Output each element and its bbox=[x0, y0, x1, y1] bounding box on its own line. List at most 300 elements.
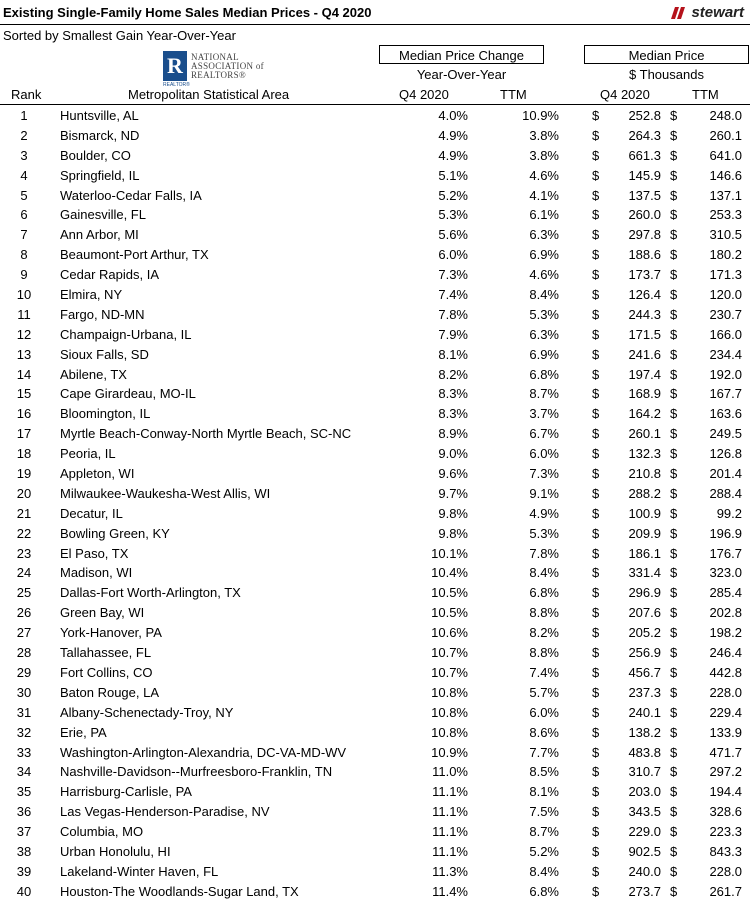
currency-symbol: $ bbox=[592, 386, 600, 402]
currency-symbol: $ bbox=[670, 346, 678, 362]
change-ttm-cell: 8.1% bbox=[529, 784, 559, 800]
currency-symbol: $ bbox=[592, 127, 600, 143]
rank-cell: 4 bbox=[20, 167, 28, 183]
rank-cell: 16 bbox=[16, 406, 32, 422]
table-row bbox=[0, 822, 750, 842]
msa-cell: Washington-Arlington-Alexandria, DC-VA-MD-WV bbox=[60, 744, 347, 760]
change-ttm-cell: 6.3% bbox=[529, 227, 559, 243]
currency-symbol: $ bbox=[670, 187, 678, 203]
msa-cell: Columbia, MO bbox=[60, 824, 144, 840]
change-q4-cell: 6.0% bbox=[438, 247, 468, 263]
change-ttm-cell: 6.3% bbox=[529, 326, 559, 342]
table-row bbox=[0, 683, 750, 703]
currency-symbol: $ bbox=[592, 466, 600, 482]
change-q4-cell: 5.6% bbox=[438, 227, 468, 243]
msa-cell: El Paso, TX bbox=[60, 545, 129, 561]
change-q4-cell: 10.5% bbox=[431, 585, 468, 601]
change-ttm-cell: 6.8% bbox=[529, 366, 559, 382]
change-ttm-cell: 10.9% bbox=[522, 108, 559, 123]
msa-cell: Peoria, IL bbox=[60, 446, 116, 462]
currency-symbol: $ bbox=[592, 585, 600, 601]
change-q4-cell: 10.1% bbox=[431, 545, 468, 561]
currency-symbol: $ bbox=[670, 645, 678, 661]
price-q4-cell: 132.3 bbox=[628, 446, 661, 462]
currency-symbol: $ bbox=[670, 227, 678, 243]
currency-symbol: $ bbox=[670, 804, 678, 820]
table-row bbox=[0, 345, 750, 365]
msa-cell: Huntsville, AL bbox=[60, 108, 139, 123]
price-q4-cell: 126.4 bbox=[628, 287, 661, 303]
rank-cell: 8 bbox=[20, 247, 28, 263]
currency-symbol: $ bbox=[670, 326, 678, 342]
currency-symbol: $ bbox=[670, 406, 678, 422]
currency-symbol: $ bbox=[592, 505, 600, 521]
change-ttm-cell: 5.2% bbox=[529, 843, 559, 859]
rank-cell: 1 bbox=[20, 108, 28, 123]
price-q4-cell: 229.0 bbox=[628, 824, 661, 840]
rank-cell: 21 bbox=[16, 505, 32, 521]
price-ttm-cell: 196.9 bbox=[709, 525, 742, 541]
price-ttm-cell: 285.4 bbox=[709, 585, 742, 601]
msa-cell: Myrtle Beach-Conway-North Myrtle Beach, SC-NC bbox=[60, 426, 352, 442]
msa-cell: Cedar Rapids, IA bbox=[60, 267, 159, 283]
price-q4-cell: 256.9 bbox=[628, 645, 661, 661]
rank-cell: 18 bbox=[16, 446, 32, 462]
change-q4-cell: 9.6% bbox=[438, 466, 468, 482]
rank-cell: 6 bbox=[20, 207, 28, 223]
price-ttm-cell: 137.1 bbox=[709, 187, 742, 203]
price-q4-cell: 244.3 bbox=[628, 306, 661, 322]
price-q4-cell: 207.6 bbox=[628, 605, 661, 621]
price-ttm-cell: 166.0 bbox=[709, 326, 742, 342]
msa-cell: Erie, PA bbox=[60, 724, 107, 740]
price-ttm-cell: 641.0 bbox=[709, 147, 742, 163]
rank-cell: 17 bbox=[16, 426, 32, 442]
table-row bbox=[0, 106, 750, 126]
change-ttm-cell: 4.1% bbox=[529, 187, 559, 203]
change-q4-cell: 7.9% bbox=[438, 326, 468, 342]
price-ttm-cell: 146.6 bbox=[709, 167, 742, 183]
change-ttm-cell: 9.1% bbox=[529, 485, 559, 501]
rank-cell: 15 bbox=[16, 386, 32, 402]
change-ttm-cell: 7.5% bbox=[529, 804, 559, 820]
table-row bbox=[0, 504, 750, 524]
currency-symbol: $ bbox=[592, 784, 600, 800]
change-q4-cell: 10.7% bbox=[431, 645, 468, 661]
table-row bbox=[0, 205, 750, 225]
msa-cell: Urban Honolulu, HI bbox=[60, 843, 171, 859]
rank-cell: 30 bbox=[16, 684, 32, 700]
msa-cell: Waterloo-Cedar Falls, IA bbox=[60, 187, 202, 203]
median-price-group-title: Median Price bbox=[584, 45, 749, 64]
rank-cell: 13 bbox=[16, 346, 32, 362]
currency-symbol: $ bbox=[592, 346, 600, 362]
price-q4-cell: 205.2 bbox=[628, 625, 661, 641]
currency-symbol: $ bbox=[670, 664, 678, 680]
table-row bbox=[0, 424, 750, 444]
currency-symbol: $ bbox=[592, 664, 600, 680]
change-ttm-cell: 8.8% bbox=[529, 605, 559, 621]
currency-symbol: $ bbox=[670, 485, 678, 501]
change-ttm-cell: 8.2% bbox=[529, 625, 559, 641]
currency-symbol: $ bbox=[592, 167, 600, 183]
change-ttm-cell: 8.4% bbox=[529, 565, 559, 581]
rank-cell: 35 bbox=[16, 784, 32, 800]
rank-cell: 27 bbox=[16, 625, 32, 641]
rank-cell: 33 bbox=[16, 744, 32, 760]
price-q4-cell: 138.2 bbox=[628, 724, 661, 740]
price-ttm-cell: 120.0 bbox=[709, 287, 742, 303]
price-ttm-cell: 328.6 bbox=[709, 804, 742, 820]
table-row bbox=[0, 325, 750, 345]
price-q4-cell: 456.7 bbox=[628, 664, 661, 680]
currency-symbol: $ bbox=[670, 605, 678, 621]
table-row bbox=[0, 365, 750, 385]
change-q4-cell: 9.8% bbox=[438, 525, 468, 541]
table-row bbox=[0, 166, 750, 186]
change-ttm-cell: 6.0% bbox=[529, 704, 559, 720]
msa-cell: Ann Arbor, MI bbox=[60, 227, 139, 243]
table-row bbox=[0, 762, 750, 782]
price-q4-cell: 137.5 bbox=[628, 187, 661, 203]
rank-cell: 10 bbox=[16, 287, 32, 303]
price-change-group-subtitle: Year-Over-Year bbox=[416, 67, 507, 82]
rank-cell: 28 bbox=[16, 645, 32, 661]
price-change-group-title: Median Price Change bbox=[379, 45, 544, 64]
msa-cell: Boulder, CO bbox=[60, 147, 131, 163]
rank-cell: 22 bbox=[16, 525, 32, 541]
table-row bbox=[0, 146, 750, 166]
change-ttm-cell: 7.3% bbox=[529, 466, 559, 482]
change-ttm-cell: 4.6% bbox=[529, 167, 559, 183]
rank-cell: 36 bbox=[16, 804, 32, 820]
msa-cell: York-Hanover, PA bbox=[60, 625, 162, 641]
header-msa: Metropolitan Statistical Area bbox=[128, 87, 290, 102]
price-q4-cell: 264.3 bbox=[628, 127, 661, 143]
currency-symbol: $ bbox=[670, 883, 678, 899]
price-q4-cell: 661.3 bbox=[628, 147, 661, 163]
header-change-q4: Q4 2020 bbox=[399, 87, 449, 102]
change-q4-cell: 10.8% bbox=[431, 704, 468, 720]
price-ttm-cell: 228.0 bbox=[709, 863, 742, 879]
price-ttm-cell: 297.2 bbox=[709, 764, 742, 780]
msa-cell: Abilene, TX bbox=[60, 366, 127, 382]
currency-symbol: $ bbox=[592, 446, 600, 462]
price-q4-cell: 197.4 bbox=[628, 366, 661, 382]
currency-symbol: $ bbox=[592, 545, 600, 561]
table-row bbox=[0, 464, 750, 484]
table-body bbox=[0, 106, 750, 902]
price-q4-cell: 171.5 bbox=[628, 326, 661, 342]
change-q4-cell: 11.0% bbox=[432, 764, 468, 780]
rank-cell: 24 bbox=[16, 565, 32, 581]
change-ttm-cell: 6.8% bbox=[529, 883, 559, 899]
price-q4-cell: 260.0 bbox=[628, 207, 661, 223]
currency-symbol: $ bbox=[592, 565, 600, 581]
currency-symbol: $ bbox=[670, 127, 678, 143]
currency-symbol: $ bbox=[670, 466, 678, 482]
currency-symbol: $ bbox=[670, 287, 678, 303]
msa-cell: Madison, WI bbox=[60, 565, 133, 581]
change-q4-cell: 8.3% bbox=[438, 406, 468, 422]
msa-cell: Dallas-Fort Worth-Arlington, TX bbox=[60, 585, 241, 601]
nar-logo bbox=[163, 51, 264, 88]
realtor-r-icon bbox=[163, 51, 190, 88]
change-q4-cell: 8.1% bbox=[438, 346, 468, 362]
price-q4-cell: 331.4 bbox=[628, 565, 661, 581]
table-row bbox=[0, 663, 750, 683]
stewart-mark-icon bbox=[671, 7, 689, 19]
change-q4-cell: 5.2% bbox=[438, 187, 468, 203]
change-q4-cell: 9.0% bbox=[438, 446, 468, 462]
price-ttm-cell: 198.2 bbox=[709, 625, 742, 641]
change-q4-cell: 7.4% bbox=[438, 287, 468, 303]
nar-wordmark: NATIONAL ASSOCIATION of REALTORS® bbox=[191, 51, 264, 80]
price-q4-cell: 240.1 bbox=[628, 704, 661, 720]
currency-symbol: $ bbox=[670, 625, 678, 641]
price-ttm-cell: 133.9 bbox=[709, 724, 742, 740]
change-q4-cell: 10.6% bbox=[431, 625, 468, 641]
change-q4-cell: 8.2% bbox=[438, 366, 468, 382]
table-row bbox=[0, 484, 750, 504]
table-row bbox=[0, 524, 750, 544]
change-q4-cell: 11.4% bbox=[432, 883, 468, 899]
price-ttm-cell: 126.8 bbox=[709, 446, 742, 462]
rank-cell: 3 bbox=[20, 147, 28, 163]
currency-symbol: $ bbox=[670, 147, 678, 163]
table-row bbox=[0, 245, 750, 265]
currency-symbol: $ bbox=[670, 267, 678, 283]
price-ttm-cell: 323.0 bbox=[709, 565, 742, 581]
price-q4-cell: 296.9 bbox=[628, 585, 661, 601]
currency-symbol: $ bbox=[670, 306, 678, 322]
currency-symbol: $ bbox=[592, 267, 600, 283]
change-ttm-cell: 4.6% bbox=[529, 267, 559, 283]
change-ttm-cell: 8.8% bbox=[529, 645, 559, 661]
currency-symbol: $ bbox=[670, 764, 678, 780]
price-ttm-cell: 253.3 bbox=[709, 207, 742, 223]
currency-symbol: $ bbox=[670, 545, 678, 561]
currency-symbol: $ bbox=[592, 306, 600, 322]
currency-symbol: $ bbox=[592, 247, 600, 263]
change-q4-cell: 11.1% bbox=[432, 804, 468, 820]
currency-symbol: $ bbox=[670, 744, 678, 760]
change-ttm-cell: 6.8% bbox=[529, 585, 559, 601]
page-subtitle: Sorted by Smallest Gain Year-Over-Year bbox=[3, 28, 236, 43]
title-rule bbox=[0, 24, 750, 25]
currency-symbol: $ bbox=[592, 704, 600, 720]
price-ttm-cell: 201.4 bbox=[709, 466, 742, 482]
price-ttm-cell: 171.3 bbox=[709, 267, 742, 283]
currency-symbol: $ bbox=[670, 704, 678, 720]
currency-symbol: $ bbox=[670, 108, 678, 123]
price-q4-cell: 260.1 bbox=[628, 426, 661, 442]
currency-symbol: $ bbox=[670, 505, 678, 521]
change-ttm-cell: 6.0% bbox=[529, 446, 559, 462]
page-title: Existing Single-Family Home Sales Median Prices - Q4 2020 bbox=[3, 5, 372, 20]
price-q4-cell: 237.3 bbox=[628, 684, 661, 700]
price-ttm-cell: 223.3 bbox=[709, 824, 742, 840]
header-rule bbox=[0, 104, 750, 105]
price-ttm-cell: 248.0 bbox=[709, 108, 742, 123]
table-row bbox=[0, 882, 750, 902]
msa-cell: Green Bay, WI bbox=[60, 605, 145, 621]
rank-cell: 9 bbox=[20, 267, 28, 283]
msa-cell: Elmira, NY bbox=[60, 287, 123, 303]
msa-cell: Fargo, ND-MN bbox=[60, 306, 145, 322]
stewart-wordmark: stewart bbox=[691, 4, 744, 21]
currency-symbol: $ bbox=[592, 187, 600, 203]
price-q4-cell: 188.6 bbox=[628, 247, 661, 263]
price-ttm-cell: 194.4 bbox=[709, 784, 742, 800]
price-q4-cell: 483.8 bbox=[628, 744, 661, 760]
price-q4-cell: 100.9 bbox=[628, 505, 661, 521]
change-ttm-cell: 7.7% bbox=[529, 744, 559, 760]
change-q4-cell: 7.3% bbox=[438, 267, 468, 283]
currency-symbol: $ bbox=[592, 406, 600, 422]
price-ttm-cell: 167.7 bbox=[709, 386, 742, 402]
currency-symbol: $ bbox=[592, 883, 600, 899]
price-ttm-cell: 176.7 bbox=[709, 545, 742, 561]
table-row bbox=[0, 563, 750, 583]
change-ttm-cell: 5.3% bbox=[529, 525, 559, 541]
table-row bbox=[0, 404, 750, 424]
price-q4-cell: 310.7 bbox=[628, 764, 661, 780]
table-row bbox=[0, 384, 750, 404]
price-q4-cell: 240.0 bbox=[628, 863, 661, 879]
msa-cell: Gainesville, FL bbox=[60, 207, 146, 223]
table-row bbox=[0, 583, 750, 603]
change-ttm-cell: 6.7% bbox=[529, 426, 559, 442]
price-ttm-cell: 249.5 bbox=[709, 426, 742, 442]
change-ttm-cell: 5.7% bbox=[529, 684, 559, 700]
price-ttm-cell: 471.7 bbox=[709, 744, 742, 760]
change-q4-cell: 10.8% bbox=[431, 684, 468, 700]
realtor-r-caption: REALTOR® bbox=[163, 82, 190, 88]
median-price-group-subtitle: $ Thousands bbox=[629, 67, 704, 82]
currency-symbol: $ bbox=[670, 426, 678, 442]
price-q4-cell: 273.7 bbox=[628, 883, 661, 899]
change-ttm-cell: 7.8% bbox=[529, 545, 559, 561]
change-ttm-cell: 8.6% bbox=[529, 724, 559, 740]
change-q4-cell: 10.9% bbox=[431, 744, 468, 760]
msa-cell: Houston-The Woodlands-Sugar Land, TX bbox=[60, 883, 299, 899]
price-q4-cell: 343.5 bbox=[628, 804, 661, 820]
rank-cell: 20 bbox=[16, 485, 32, 501]
msa-cell: Milwaukee-Waukesha-West Allis, WI bbox=[60, 485, 271, 501]
change-ttm-cell: 6.1% bbox=[529, 207, 559, 223]
change-ttm-cell: 8.5% bbox=[529, 764, 559, 780]
currency-symbol: $ bbox=[592, 147, 600, 163]
currency-symbol: $ bbox=[592, 366, 600, 382]
currency-symbol: $ bbox=[670, 784, 678, 800]
msa-cell: Springfield, IL bbox=[60, 167, 140, 183]
currency-symbol: $ bbox=[670, 565, 678, 581]
table-row bbox=[0, 186, 750, 206]
currency-symbol: $ bbox=[670, 843, 678, 859]
currency-symbol: $ bbox=[670, 724, 678, 740]
change-q4-cell: 11.3% bbox=[432, 863, 468, 879]
currency-symbol: $ bbox=[670, 585, 678, 601]
currency-symbol: $ bbox=[592, 824, 600, 840]
currency-symbol: $ bbox=[670, 525, 678, 541]
currency-symbol: $ bbox=[670, 386, 678, 402]
currency-symbol: $ bbox=[592, 326, 600, 342]
price-ttm-cell: 230.7 bbox=[709, 306, 742, 322]
price-ttm-cell: 260.1 bbox=[709, 127, 742, 143]
table-row bbox=[0, 802, 750, 822]
price-ttm-cell: 310.5 bbox=[709, 227, 742, 243]
currency-symbol: $ bbox=[670, 446, 678, 462]
rank-cell: 32 bbox=[16, 724, 32, 740]
price-ttm-cell: 99.2 bbox=[716, 505, 742, 521]
price-ttm-cell: 180.2 bbox=[709, 247, 742, 263]
currency-symbol: $ bbox=[592, 764, 600, 780]
change-q4-cell: 4.9% bbox=[438, 147, 468, 163]
currency-symbol: $ bbox=[592, 804, 600, 820]
msa-cell: Decatur, IL bbox=[60, 505, 123, 521]
msa-cell: Las Vegas-Henderson-Paradise, NV bbox=[60, 804, 270, 820]
price-q4-cell: 164.2 bbox=[628, 406, 661, 422]
change-q4-cell: 9.8% bbox=[438, 505, 468, 521]
rank-cell: 25 bbox=[16, 585, 32, 601]
stewart-logo bbox=[671, 4, 744, 21]
rank-cell: 11 bbox=[17, 306, 31, 322]
currency-symbol: $ bbox=[670, 366, 678, 382]
rank-cell: 40 bbox=[16, 883, 32, 899]
rank-cell: 5 bbox=[20, 187, 28, 203]
rank-cell: 26 bbox=[16, 605, 32, 621]
price-ttm-cell: 228.0 bbox=[709, 684, 742, 700]
price-ttm-cell: 442.8 bbox=[709, 664, 742, 680]
change-q4-cell: 5.1% bbox=[438, 167, 468, 183]
price-ttm-cell: 202.8 bbox=[709, 605, 742, 621]
currency-symbol: $ bbox=[592, 207, 600, 223]
change-q4-cell: 7.8% bbox=[438, 306, 468, 322]
table-row bbox=[0, 743, 750, 763]
header-rank: Rank bbox=[11, 87, 42, 102]
rank-cell: 14 bbox=[16, 366, 32, 382]
currency-symbol: $ bbox=[592, 744, 600, 760]
price-ttm-cell: 261.7 bbox=[709, 883, 742, 899]
currency-symbol: $ bbox=[592, 287, 600, 303]
change-ttm-cell: 7.4% bbox=[529, 664, 559, 680]
rank-cell: 23 bbox=[16, 545, 32, 561]
change-q4-cell: 10.8% bbox=[431, 724, 468, 740]
currency-symbol: $ bbox=[592, 684, 600, 700]
currency-symbol: $ bbox=[592, 605, 600, 621]
table-row bbox=[0, 126, 750, 146]
change-q4-cell: 4.9% bbox=[438, 127, 468, 143]
change-ttm-cell: 8.4% bbox=[529, 287, 559, 303]
currency-symbol: $ bbox=[670, 863, 678, 879]
change-ttm-cell: 3.8% bbox=[529, 127, 559, 143]
msa-cell: Harrisburg-Carlisle, PA bbox=[60, 784, 192, 800]
price-q4-cell: 297.8 bbox=[628, 227, 661, 243]
table-row bbox=[0, 305, 750, 325]
change-q4-cell: 11.1% bbox=[432, 824, 468, 840]
currency-symbol: $ bbox=[592, 863, 600, 879]
currency-symbol: $ bbox=[670, 247, 678, 263]
change-ttm-cell: 8.7% bbox=[529, 824, 559, 840]
price-ttm-cell: 843.3 bbox=[709, 843, 742, 859]
change-ttm-cell: 3.7% bbox=[529, 406, 559, 422]
msa-cell: Albany-Schenectady-Troy, NY bbox=[60, 704, 234, 720]
price-ttm-cell: 163.6 bbox=[709, 406, 742, 422]
rank-cell: 34 bbox=[16, 764, 32, 780]
price-q4-cell: 210.8 bbox=[628, 466, 661, 482]
price-q4-cell: 252.8 bbox=[628, 108, 661, 123]
